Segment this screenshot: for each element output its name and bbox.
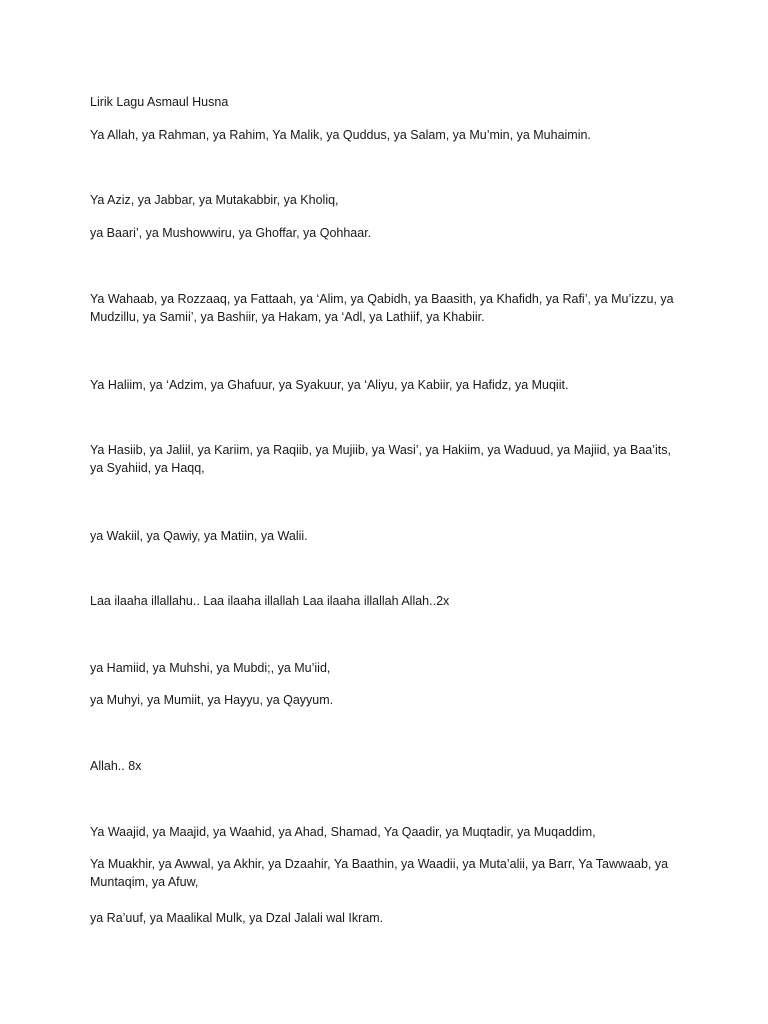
paragraph-7: ya Wakiil, ya Qawiy, ya Matiin, ya Walii. xyxy=(90,529,308,543)
paragraph-4: Ya Wahaab, ya Rozzaaq, ya Fattaah, ya ‘Alim, ya Qabidh, ya Baasith, ya Khafidh, ya Rafi’, ya Mu’izzu, ya Mudzillu, ya Samii’, ya Bashiir, ya Hakam, ya ‘Adl, ya Lathiif, ya Khabiir. xyxy=(90,292,674,324)
paragraph-14: ya Ra’uuf, ya Maalikal Mulk, ya Dzal Jalali wal Ikram. xyxy=(90,911,384,925)
paragraph-11: Allah.. 8x xyxy=(90,759,142,773)
paragraph-1: Ya Allah, ya Rahman, ya Rahim, Ya Malik, ya Quddus, ya Salam, ya Mu’min, ya Muhaimin. xyxy=(90,128,591,142)
paragraph-2: Ya Aziz, ya Jabbar, ya Mutakabbir, ya Kholiq, xyxy=(90,193,339,207)
paragraph-3: ya Baari’, ya Mushowwiru, ya Ghoffar, ya Qohhaar. xyxy=(90,226,372,240)
paragraph-6: Ya Hasiib, ya Jaliil, ya Kariim, ya Raqiib, ya Mujiib, ya Wasi’, ya Hakiim, ya Waduud, ya Majiid, ya Baa’its, ya Syahiid, ya Haqq, xyxy=(90,443,671,475)
paragraph-9: ya Hamiid, ya Muhshi, ya Mubdi;, ya Mu’iid, xyxy=(90,661,331,675)
document-title: Lirik Lagu Asmaul Husna xyxy=(90,95,229,109)
paragraph-12: Ya Waajid, ya Maajid, ya Waahid, ya Ahad, Shamad, Ya Qaadir, ya Muqtadir, ya Muqaddim, xyxy=(90,825,596,839)
paragraph-5: Ya Haliim, ya ‘Adzim, ya Ghafuur, ya Syakuur, ya ‘Aliyu, ya Kabiir, ya Hafidz, ya Muqiit. xyxy=(90,378,569,392)
paragraph-8: Laa ilaaha illallahu.. Laa ilaaha illallah Laa ilaaha illallah Allah..2x xyxy=(90,594,450,608)
paragraph-13: Ya Muakhir, ya Awwal, ya Akhir, ya Dzaahir, Ya Baathin, ya Waadii, ya Muta’alii, ya Barr, Ya Tawwaab, ya Muntaqim, ya Afuw, xyxy=(90,857,669,889)
paragraph-10: ya Muhyi, ya Mumiit, ya Hayyu, ya Qayyum. xyxy=(90,693,334,707)
